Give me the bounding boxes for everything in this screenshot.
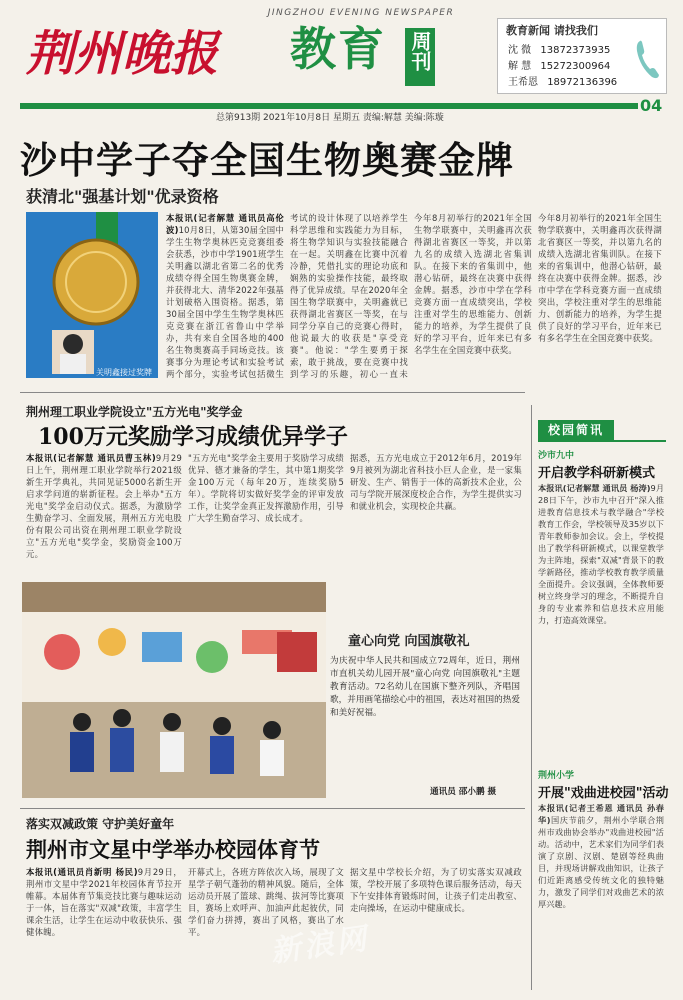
section-suffix-text: 周刊 bbox=[408, 31, 432, 71]
lead-body-text: 10月8日，从第30届全国中学生生物学奥林匹克竞赛组委会获悉，沙市中学1901班学生关明鑫以湖北省第二名的优秀成绩夺得全国生物奥赛金牌，并获得北大、清华2022年强基计划破格入围资格。据悉，第30届全国中学生生物学奥林匹克竞赛在浙江省鲁山中学举办，共有来自全国各地的400名生物奥赛高手同场竞技。该赛事分为理论考试和实验考试两个部分，实验考试包括微生 bbox=[166, 225, 284, 379]
article2-body-text: 9月29日上午，荆州理工职业学院举行2021级新生开学典礼，共同见证5000名新生开启求学问道的崭新征程。会上举办"五方光电"奖学金启动仪式。据悉，为激励学生勤奋学习、全面发展，荆州五方光电股份有限公司出资在荆州理工职业学院设立"五方光电"奖学金，奖励资金100万元。 bbox=[26, 453, 182, 559]
section-title: 教育 bbox=[290, 22, 386, 76]
medal-photo bbox=[26, 212, 158, 378]
lead-body-text: 考试的设计体现了以培养学生科学思维和实践能力为目标，将生物学知识与实验技能融合在一起。关明鑫在比赛中沉着冷静，凭借扎实的理论功底和娴熟的实验操作技能，最终取得了优异成绩。早在2020年全国生物学联赛中，关明鑫就已获得湖北省赛区一等奖，在与同学分享自己的竞赛心得时，他说最大的收获是"享受竞赛"。他说："学生要勇于探索，敢于挑战，要在竞赛中找到学习的乐趣，初心一直未 bbox=[290, 213, 408, 379]
article3-body-text: 据文星中学校长介绍，为了切实落实双减政策，学校开展了多项特色课后服务活动，每天下午安排体育锻炼时间，让孩子们走出教室、走向操场，在运动中健康成长。 bbox=[350, 867, 522, 913]
article2-body-column bbox=[26, 452, 182, 574]
photo-box-title: 童心向党 向国旗敬礼 bbox=[348, 634, 470, 649]
logo-text: 荆州晚报 bbox=[26, 26, 219, 82]
article3-headline: 荆州市文星中学举办校园体育节 bbox=[26, 837, 320, 862]
sidebar-item1-label: 沙市九中 bbox=[538, 451, 575, 461]
masthead-divider bbox=[20, 103, 638, 109]
hotline-contact bbox=[508, 73, 617, 88]
article3-pretitle: 落实双减政策 守护美好童年 bbox=[26, 817, 175, 831]
section-suffix bbox=[405, 28, 435, 86]
lead-body-text: 今年8月初举行的2021年全国生物学联赛中，关明鑫再次获得湖北省赛区一等奖，并以第九名的成绩入选湖北省集训队。在接下来的省集训中，他潜心钻研，最终在决赛中获得金牌。据悉，沙市中学在学科竞赛方面一直成绩突出，学校注重对学生的思维能力、创新能力的培养，为学生提供了良好的学习平台，近年来已有多名学生在全国竞赛中获奖。 bbox=[414, 213, 532, 355]
sidebar-item1-text: 9月28日下午，沙市九中召开"深入推进教育信息技术与教学融合"学校教育工作会，学校领导及35岁以下青年教师参加会议。会上，学校提出了教学科研新模式，以课堂教学为主阵地，探索"双减"背景下的教学新路径，推动学校教育教学质量全面提升。会议强调，全体教师要树立终身学习的理念，不断提升自身的专业素养和信息技术应用能力，打造高效课堂。 bbox=[538, 483, 664, 625]
medal-photo-caption: 关明鑫接过奖牌 bbox=[96, 368, 152, 377]
lead-body-column bbox=[538, 212, 662, 380]
article3-body-column bbox=[26, 866, 182, 992]
sidebar-item1-body bbox=[538, 482, 664, 752]
news-hotline-box bbox=[497, 18, 667, 94]
article3-body-text: 9月29日，荆州市文星中学2021年校园体育节拉开帷幕。本届体育节集竞技比赛与趣味运动于一体，旨在落实"双减"政策，丰富学生课余生活，让学生在运动中收获快乐、强健体魄。 bbox=[26, 867, 182, 937]
article2-body-column bbox=[350, 452, 522, 574]
article2-body-text: "五方光电"奖学金主要用于奖励学习成绩优异、德才兼备的学生，其中第1期奖学金100万元（每年20万，连续奖励5年）。学院将切实做好奖学金的评审发放工作，让奖学金真正发挥激励作用，引导广大学生勤奋学习、成长成才。 bbox=[188, 453, 344, 523]
hotline-title: 教育新闻 请找我们 bbox=[506, 24, 598, 37]
page-number: 04 bbox=[640, 96, 663, 115]
contact-name: 解 慧 bbox=[508, 61, 532, 72]
newspaper-logo bbox=[22, 22, 232, 82]
contact-phone: 15272300964 bbox=[540, 61, 611, 72]
sidebar-badge: 校园简讯 bbox=[538, 420, 614, 440]
contact-phone: 18972136396 bbox=[547, 77, 618, 88]
lead-body-column bbox=[166, 212, 284, 380]
sidebar-item2-label: 荆州小学 bbox=[538, 771, 575, 781]
article3-body-column bbox=[350, 866, 522, 992]
article2-byline: 本报讯(记者解慧 通讯员曹玉林) bbox=[26, 453, 156, 463]
lead-body-text: 今年8月初举行的2021年全国生物学联赛中，关明鑫再次获得湖北省赛区一等奖，并以第九名的成绩入选湖北省集训队。在接下来的省集训中，他潜心钻研，最终在决赛中获得金牌。据悉，沙市中学在学科竞赛方面一直成绩突出，学校注重对学生的思维能力、创新能力的培养，为学生提供了良好的学习平台，近年来已有多名学生在全国竞赛中获奖。 bbox=[538, 213, 662, 343]
lead-byline: 本报讯(记者解慧 通讯员高伦波) bbox=[166, 213, 284, 235]
lead-headline: 沙中学子夺全国生物奥赛金牌 bbox=[20, 138, 514, 182]
sidebar-item2-headline: 开展"戏曲进校园"活动 bbox=[538, 786, 669, 801]
sidebar-item1-byline: 本报讯(记者解慧 通讯员 杨涛) bbox=[538, 483, 651, 493]
newspaper-english-name: JINGZHOU EVENING NEWSPAPER bbox=[267, 8, 455, 18]
article3-byline: 本报讯(通讯员肖新明 杨民) bbox=[26, 867, 138, 877]
section-divider bbox=[20, 392, 525, 393]
contact-name: 王希恩 bbox=[508, 77, 538, 88]
sidebar-underline bbox=[538, 440, 666, 442]
gold-medal-icon bbox=[26, 212, 158, 378]
article2-pretitle: 荆州理工职业学院设立"五方光电"奖学金 bbox=[26, 405, 243, 419]
telephone-icon bbox=[634, 37, 660, 81]
sidebar-item2-byline: 本报讯(记者王希恩 通讯员 孙春华) bbox=[538, 803, 664, 825]
contact-phone: 13872373935 bbox=[540, 45, 611, 56]
lead-body-column bbox=[414, 212, 532, 380]
children-painting-icon bbox=[22, 582, 326, 798]
sidebar-item2-body bbox=[538, 802, 664, 992]
photo-box-body: 为庆祝中华人民共和国成立72周年，近日，荆州市直机关幼儿园开展"童心向党 向国旗敬礼"主题教育活动。72名幼儿在国旗下整齐列队，齐唱国歌，并用画笔描绘心中的祖国，表达对祖国的热爱和美好祝福。 bbox=[330, 656, 520, 718]
hotline-contact bbox=[508, 57, 610, 72]
contact-name: 沈 微 bbox=[508, 45, 532, 56]
sidebar-divider bbox=[531, 405, 532, 990]
article3-body-text: 开幕式上，各班方阵依次入场，展现了文星学子朝气蓬勃的精神风貌。随后，全体运动员开展了篮球、跳绳、拔河等比赛项目，赛场上欢呼声、加油声此起彼伏，同学们奋力拼搏，赛出了风格，赛出了水平。 bbox=[188, 867, 344, 937]
article2-body-text: 据悉，五方光电成立于2012年6月，2019年9月被列为湖北省科技小巨人企业，是一家集研发、生产、销售于一体的高新技术企业，公司与学院开展深度校企合作，为学生提供实习和就业机会，实现校企共赢。 bbox=[350, 453, 522, 511]
kids-painting-photo bbox=[22, 582, 326, 798]
logo-calligraphy-icon bbox=[22, 22, 232, 82]
article2-body-column bbox=[188, 452, 344, 574]
hotline-contact bbox=[508, 41, 610, 56]
issue-info: 总第913期 2021年10月8日 星期五 责编:解慧 美编:陈璇 bbox=[216, 113, 444, 123]
sidebar-item1-headline: 开启教学科研新模式 bbox=[538, 466, 656, 481]
lead-body-column bbox=[290, 212, 408, 380]
watermark: 新浪网 bbox=[268, 921, 372, 970]
sidebar-item2-text: 国庆节前夕，荆州小学联合荆州市戏曲协会举办"戏曲进校园"活动。活动中，艺术家们为同学们表演了京剧、汉剧、楚剧等经典曲目，并现场讲解戏曲知识，让孩子们近距离感受传统文化的独特魅力，激发了同学们对戏曲艺术的浓厚兴趣。 bbox=[538, 815, 664, 909]
lead-subheadline: 获清北"强基计划"优录资格 bbox=[26, 187, 219, 206]
article2-headline: 100万元奖励学习成绩优异学子 bbox=[38, 424, 348, 450]
section-divider bbox=[20, 808, 525, 809]
photo-box-credit: 通讯员 邵小鹏 摄 bbox=[430, 787, 497, 797]
